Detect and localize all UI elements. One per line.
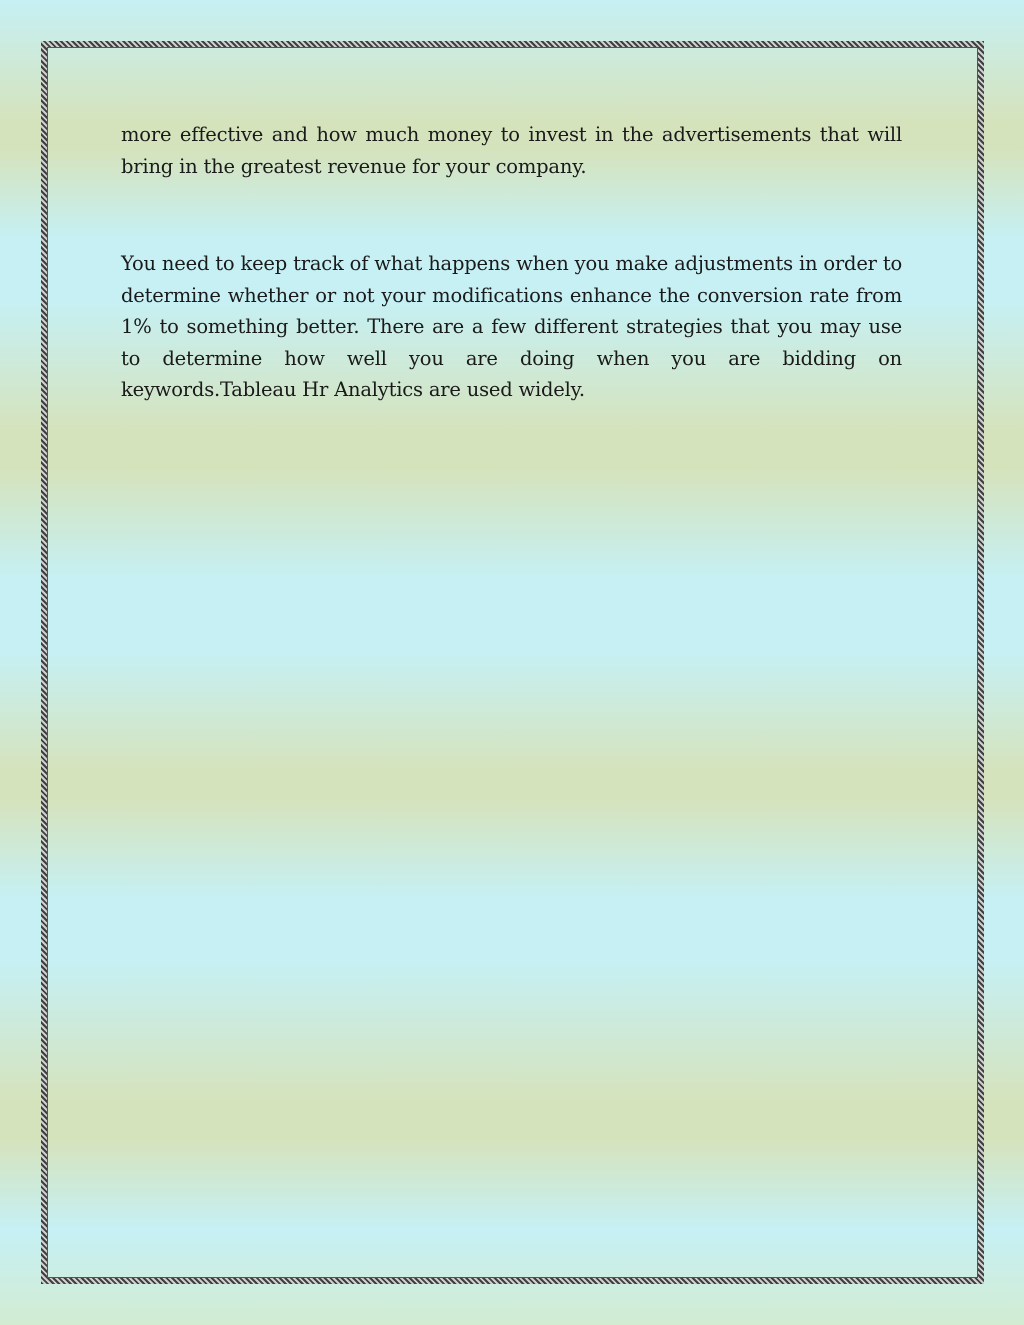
decorative-page-border <box>41 41 984 1284</box>
paragraph-tracking-adjustments: You need to keep track of what happens when you make adjustments in order to determine whether or not your modifications enhance the conversion rate from 1% to something better. There are a few different strategies that you may use to determine how well you are doing when you are bidding on keywords.Tableau Hr Analytics are used widely. <box>121 252 902 401</box>
paragraph-continuation: more effective and how much money to invest in the advertisements that will bring in the greatest revenue for your company. <box>121 123 902 178</box>
